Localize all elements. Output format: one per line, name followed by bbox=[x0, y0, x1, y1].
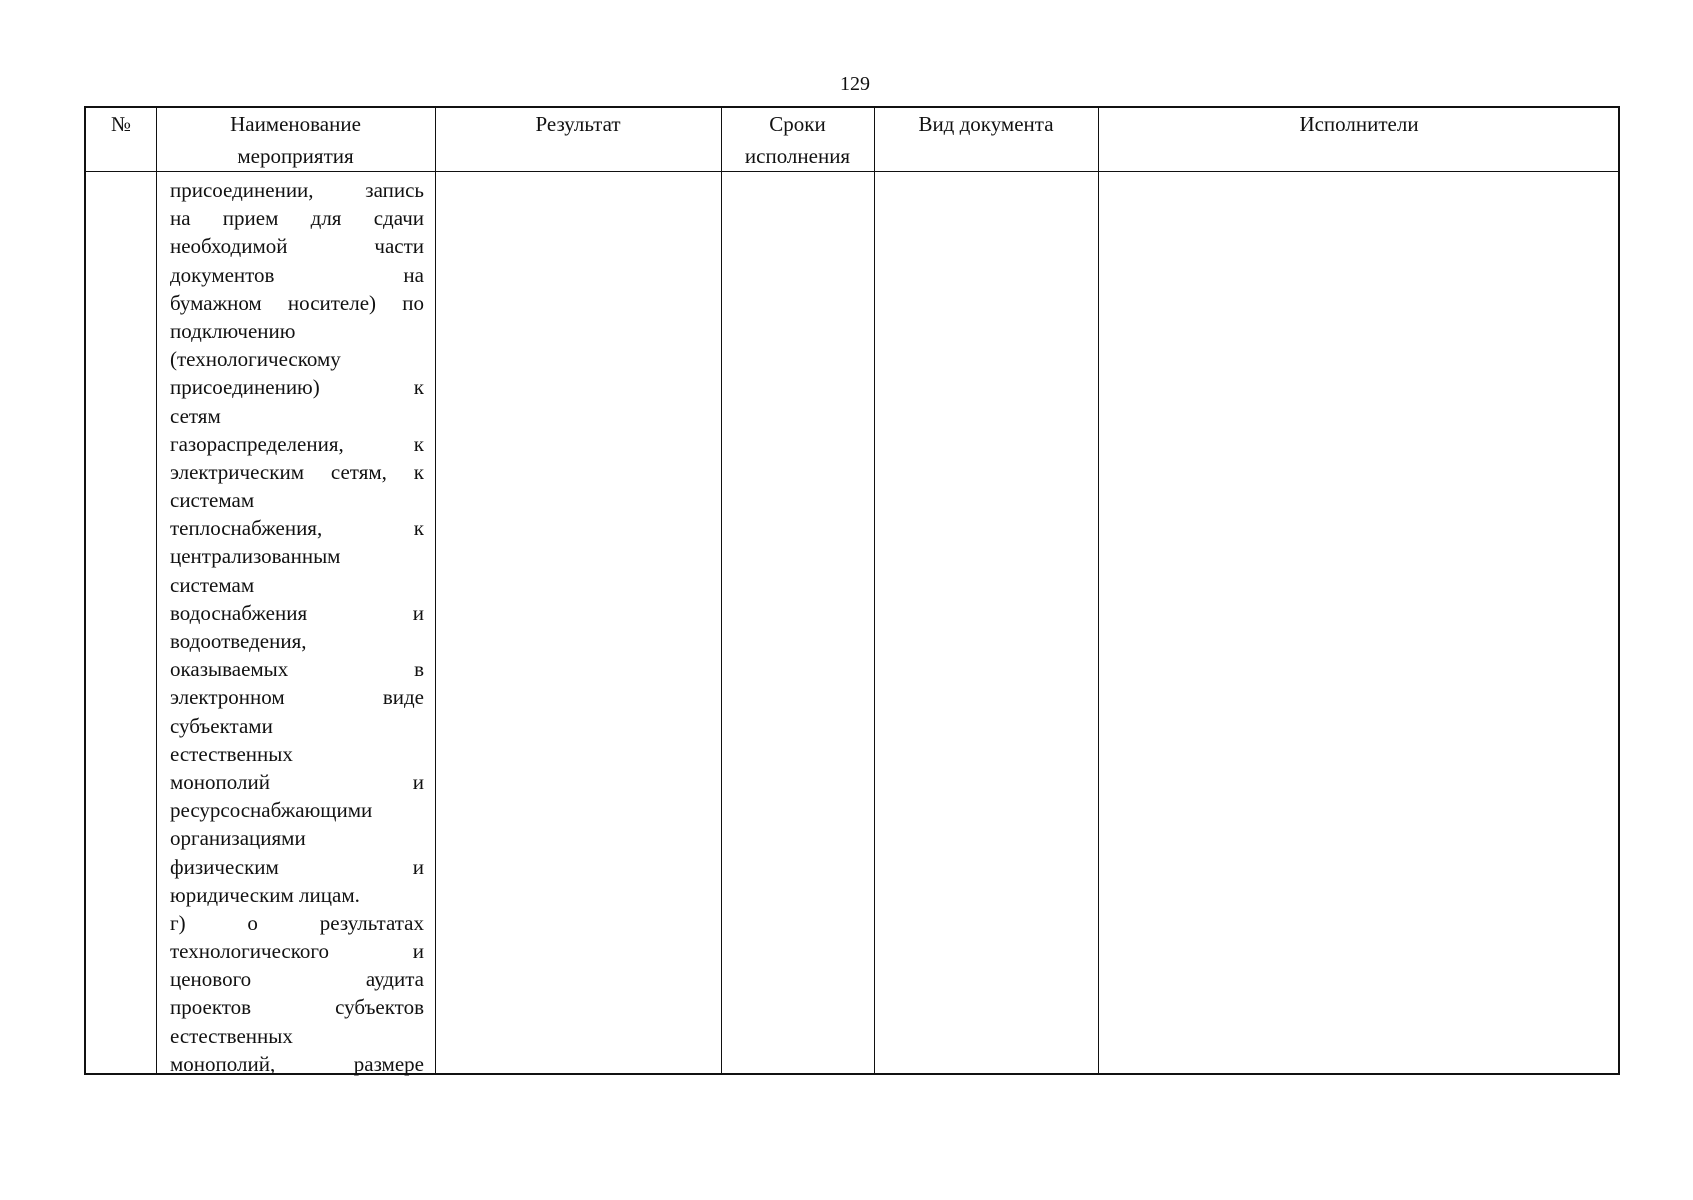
measure-name-line: физическим и bbox=[170, 854, 424, 879]
measure-name-line: водоотведения, bbox=[170, 629, 307, 653]
header-executors-label: Исполнители bbox=[1299, 112, 1419, 136]
measure-name-line: юридическим лицам. bbox=[170, 882, 360, 907]
measure-name-line: технологического и bbox=[170, 939, 424, 964]
column-divider bbox=[874, 108, 875, 1073]
measure-name-line: организациями bbox=[170, 826, 306, 851]
measure-name-line: бумажном носителе) по bbox=[170, 290, 424, 315]
header-cell-result bbox=[435, 108, 721, 172]
measure-name-line: подключению bbox=[170, 318, 296, 343]
measure-name-line: естественных bbox=[170, 1023, 293, 1048]
header-cell-doc-type bbox=[874, 108, 1098, 172]
measure-name-line: теплоснабжения, к bbox=[170, 516, 424, 541]
header-deadline-label-line1: Сроки bbox=[769, 112, 826, 136]
measure-name-line: ценового аудита bbox=[170, 967, 424, 992]
measure-name-line: централизованным bbox=[170, 544, 341, 569]
column-divider bbox=[156, 108, 157, 1073]
header-number-label: № bbox=[110, 112, 132, 136]
page-number: 129 bbox=[840, 73, 870, 95]
measure-name-line: естественных bbox=[170, 741, 293, 766]
header-cell-name bbox=[156, 108, 435, 172]
measure-name-line: системам bbox=[170, 572, 255, 597]
column-divider bbox=[1098, 108, 1099, 1073]
measure-name-line: монополий и bbox=[170, 769, 424, 794]
measure-name-line: необходимой части bbox=[170, 234, 424, 259]
measure-name-line: системам bbox=[170, 488, 255, 513]
header-deadline-label-line2: исполнения bbox=[744, 144, 851, 168]
measure-name-line: на прием для сдачи bbox=[170, 206, 424, 231]
header-doc-type-label: Вид документа bbox=[918, 112, 1054, 136]
header-cell-deadline bbox=[721, 108, 874, 172]
measure-name-line: г) о результатах bbox=[170, 910, 424, 935]
measure-name-line: проектов субъектов bbox=[170, 995, 424, 1020]
measure-name-line: водоснабжения и bbox=[170, 600, 424, 625]
measures-table bbox=[84, 106, 1620, 1075]
measure-name-line: присоединению) к bbox=[170, 375, 424, 400]
measure-name-line: документов на bbox=[170, 262, 424, 287]
measure-name-line: газораспределения, к bbox=[170, 431, 424, 456]
measure-name-line: электрическим сетям, к bbox=[170, 459, 424, 484]
measure-name-line: ресурсоснабжающими bbox=[170, 798, 373, 823]
header-result-label: Результат bbox=[535, 112, 621, 136]
measure-name-line: оказываемых в bbox=[170, 657, 424, 682]
column-divider bbox=[721, 108, 722, 1073]
measure-name-cell bbox=[170, 176, 424, 1078]
measure-name-line: сетям bbox=[170, 403, 221, 428]
column-divider bbox=[435, 108, 436, 1073]
measure-name-line: субъектами bbox=[170, 713, 273, 738]
measure-name-line: электронном виде bbox=[170, 685, 424, 710]
header-name-label-line2: мероприятия bbox=[237, 144, 354, 168]
header-cell-number bbox=[86, 108, 156, 172]
header-name-label-line1: Наименование bbox=[230, 112, 361, 136]
measure-name-line: присоединении, запись bbox=[170, 178, 424, 202]
measure-name-line: монополий, размере bbox=[170, 1051, 424, 1076]
header-cell-executors bbox=[1098, 108, 1620, 172]
measure-name-line: (технологическому bbox=[170, 347, 341, 372]
